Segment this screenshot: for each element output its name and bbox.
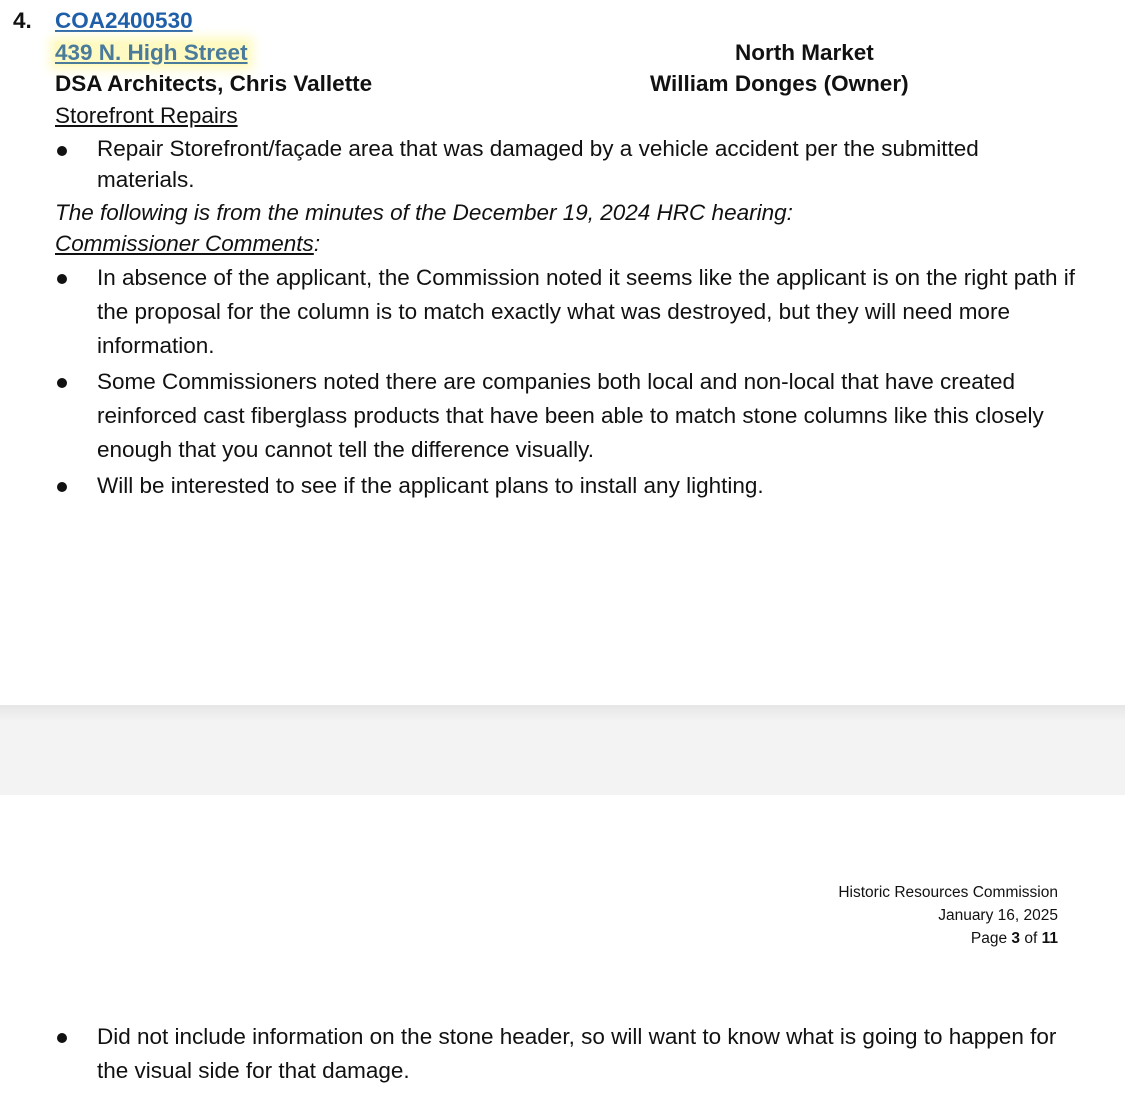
comments-heading-colon: : [313,231,321,256]
page-number: 3 [1011,930,1021,947]
page-total: 11 [1041,930,1058,947]
address-link[interactable]: 439 N. High Street [55,40,248,65]
comment-item: Did not include information on the stone header, so will want to know what is going to happen for the visual side for that damage. [97,1024,1057,1083]
footer-date: January 16, 2025 [938,907,1058,924]
minutes-intro: The following is from the minutes of the December 19, 2024 HRC hearing: [55,200,793,225]
owner-name: William Donges (Owner) [650,71,909,96]
comment-item: In absence of the applicant, the Commission noted it seems like the applicant is on the right path if the proposal for the column is to match exactly what was destroyed, but they will need more information. [97,265,1076,358]
of-label: of [1024,930,1038,947]
footer-page [838,927,1058,950]
comment-item: Will be interested to see if the applicant plans to install any lighting. [97,473,764,498]
page-label: Page [970,930,1008,947]
bullet-icon [57,274,67,284]
page-footer [838,881,1058,950]
page-break-gap [0,705,1125,795]
comment-item: Some Commissioners noted there are companies both local and non-local that have created reinforced cast fiberglass products that have been able to match stone columns like this closely enough that you cannot tell the difference visually. [97,369,1044,462]
bullet-icon [57,146,67,156]
project-description: Repair Storefront/façade area that was damaged by a vehicle accident per the submitted materials. [97,136,979,192]
comments-heading-text: Commissioner Comments [55,231,314,256]
comments-heading [55,233,320,256]
district-name: North Market [735,40,874,65]
bullet-icon [57,1033,67,1043]
case-id-link[interactable]: COA2400530 [55,8,193,33]
bullet-icon [57,482,67,492]
applicant-name: DSA Architects, Chris Vallette [55,71,373,96]
item-number: 4. [13,8,32,33]
project-title: Storefront Repairs [55,103,238,128]
footer-org: Historic Resources Commission [838,884,1058,901]
bullet-icon [57,378,67,388]
